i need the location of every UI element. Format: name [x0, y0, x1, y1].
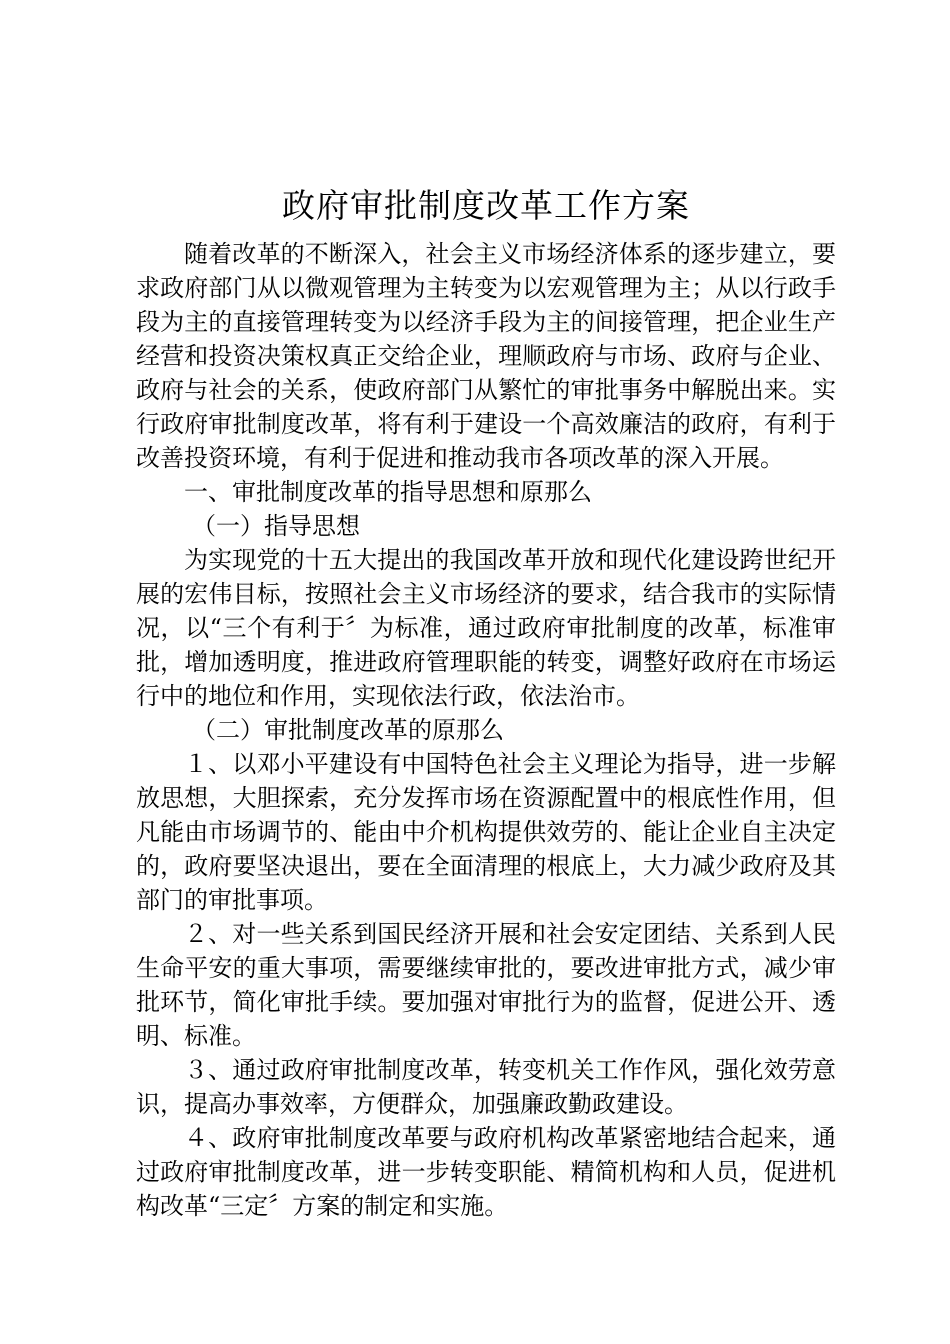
paragraph-principle-2: ２、对一些关系到国民经济开展和社会安定团结、关系到人民生命平安的重大事项，需要继续审批的，要改进审批方式，减少审批环节，简化审批手续。要加强对审批行为的监督，促进公开、透明、标准。 [136, 920, 836, 1050]
subsection-heading-principles: （二）审批制度改革的原那么 [192, 716, 504, 744]
paragraph-principle-1: １、以邓小平建设有中国特色社会主义理论为指导，进一步解放思想，大胆探索，充分发挥市场在资源配置中的根底性作用，但凡能由市场调节的、能由中介机构提供效劳的、能让企业自主决定的，政府要坚决退出，要在全面清理的根底上，大力减少政府及其部门的审批事项。 [136, 750, 836, 914]
paragraph-principle-4: ４、政府审批制度改革要与政府机构改革紧密地结合起来，通过政府审批制度改革，进一步转变职能、精简机构和人员，促进机构改革“三定〞方案的制定和实施。 [136, 1124, 836, 1220]
subsection-heading-guiding-thought: （一）指导思想 [192, 512, 360, 540]
paragraph-guiding-thought: 为实现党的十五大提出的我国改革开放和现代化建设跨世纪开展的宏伟目标，按照社会主义市场经济的要求，结合我市的实际情况，以“三个有利于〞为标准，通过政府审批制度的改革，标准审批，增加透明度，推进政府管理职能的转变，调整好政府在市场运行中的地位和作用，实现依法行政，依法治市。 [136, 546, 836, 710]
document-title: 政府审批制度改革工作方案 [282, 186, 690, 225]
document-page [136, 183, 836, 1223]
section-heading-guiding-principles: 一、审批制度改革的指导思想和原那么 [184, 478, 592, 506]
paragraph-principle-3: ３、通过政府审批制度改革，转变机关工作作风，强化效劳意识，提高办事效率，方便群众，加强廉政勤政建设。 [136, 1056, 836, 1118]
paragraph-intro: 随着改革的不断深入，社会主义市场经济体系的逐步建立，要求政府部门从以微观管理为主转变为以宏观管理为主；从以行政手段为主的直接管理转变为以经济手段为主的间接管理，把企业生产经营和投资决策权真正交给企业，理顺政府与市场、政府与企业、政府与社会的关系，使政府部门从繁忙的审批事务中解脱出来。实行政府审批制度改革，将有利于建设一个高效廉洁的政府，有利于改善投资环境，有利于促进和推动我市各项改革的深入开展。 [136, 240, 836, 472]
